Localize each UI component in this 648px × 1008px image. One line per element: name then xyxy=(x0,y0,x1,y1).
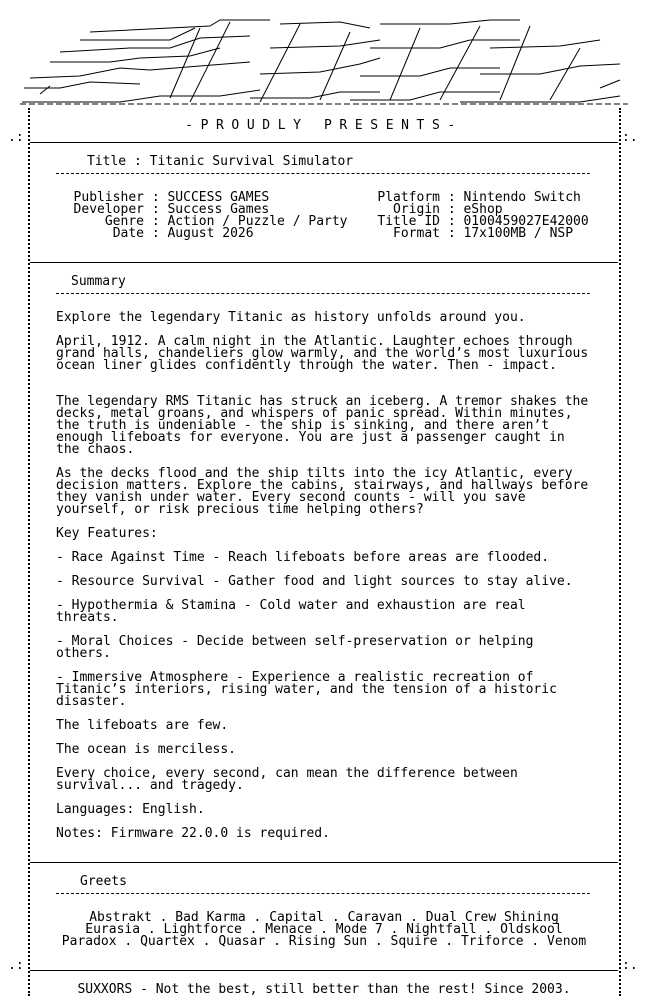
edge-ornament: :. xyxy=(622,130,638,145)
summary-paragraph-12: Every choice, every second, can mean the difference between survival... and tragedy. xyxy=(56,766,518,793)
edge-ornament: :. xyxy=(622,958,638,973)
edge-ornament: .: xyxy=(8,958,24,973)
greets-line: Eurasia . Lightforce . Menace . Mode 7 . Nightfall . Oldskool xyxy=(85,922,563,937)
divider xyxy=(30,970,618,971)
info-right-key-0: Platform xyxy=(377,190,440,205)
edge-ornament: .: xyxy=(8,130,24,145)
group-logo-ascii-art xyxy=(20,18,628,110)
languages-line: Languages: English. xyxy=(56,802,205,817)
title-value: Titanic Survival Simulator xyxy=(149,154,354,169)
feature-item: - Resource Survival - Gather food and light sources to stay alive. xyxy=(56,574,573,589)
title-row: Title : Titanic Survival Simulator xyxy=(87,154,354,169)
info-right-key-1: Origin xyxy=(393,202,440,217)
info-left-value-3: : August 2026 xyxy=(144,226,254,241)
greets-underline xyxy=(56,893,590,894)
title-key: Title xyxy=(87,154,127,169)
divider xyxy=(30,862,618,863)
info-right-value-0: : Nintendo Switch xyxy=(440,190,581,205)
greets-line: Paradox . Quartex . Quasar . Rising Sun . Squire . Triforce . Venom xyxy=(61,934,587,949)
summary-key-features-label: Key Features: xyxy=(56,526,158,541)
info-left-key-0: Publisher xyxy=(73,190,144,205)
summary-paragraph-3: As the decks flood and the ship tilts into the icy Atlantic, every decision matters. Explore the cabins, stairways, and hallways before they vanish under water. Every second counts - will you save yourself, or risk precious time helping others? xyxy=(56,466,589,517)
feature-item: - Moral Choices - Decide between self-preservation or helping others. xyxy=(56,634,534,661)
info-right-key-3: Format xyxy=(393,226,440,241)
info-right-value-3: : 17x100MB / NSP xyxy=(440,226,574,241)
title-underline xyxy=(56,173,590,174)
info-right-key-2: Title ID xyxy=(377,214,440,229)
summary-paragraph-11: The ocean is merciless. xyxy=(56,742,237,757)
info-left-key-1: Developer xyxy=(73,202,144,217)
summary-underline xyxy=(56,293,590,294)
feature-item: - Race Against Time - Reach lifeboats before areas are flooded. xyxy=(56,550,550,565)
info-left-key-3: Date xyxy=(112,226,144,241)
presents-banner: -PROUDLY PRESENTS- xyxy=(185,118,463,133)
info-left-value-1: : Success Games xyxy=(144,202,270,217)
feature-item: - Hypothermia & Stamina - Cold water and exhaustion are real threats. xyxy=(56,598,526,625)
summary-heading: Summary xyxy=(71,274,126,289)
summary-paragraph-10: The lifeboats are few. xyxy=(56,718,229,733)
info-left-key-2: Genre xyxy=(104,214,144,229)
info-left-value-0: : SUCCESS GAMES xyxy=(144,190,270,205)
divider xyxy=(30,142,618,143)
info-right-value-1: : eShop xyxy=(440,202,503,217)
info-left-value-2: : Action / Puzzle / Party xyxy=(144,214,348,229)
feature-item: - Immersive Atmosphere - Experience a realistic recreation of Titanic’s interiors, rising water, and the tension of a historic disaster. xyxy=(56,670,557,709)
divider xyxy=(30,262,618,263)
summary-paragraph-1: April, 1912. A calm night in the Atlantic. Laughter echoes through grand halls, chandeliers glow warmly, and the world’s most luxurious ocean liner glides confidently through the water. Then - impact. xyxy=(56,334,589,373)
summary-paragraph-2: The legendary RMS Titanic has struck an iceberg. A tremor shakes the decks, metal groans, and whispers of panic spread. Within minutes, the truth is undeniable - the ship is sinking, and there aren’t enough lifeboats for everyone. You are just a passenger caught in the chaos. xyxy=(56,394,589,457)
notes-line: Notes: Firmware 22.0.0 is required. xyxy=(56,826,330,841)
footer-tagline: SUXXORS - Not the best, still better than the rest! Since 2003. xyxy=(77,982,571,997)
greets-line: Abstrakt . Bad Karma . Capital . Caravan . Dual Crew Shining xyxy=(89,910,559,925)
greets-heading: Greets xyxy=(80,874,127,889)
summary-paragraph-0: Explore the legendary Titanic as history unfolds around you. xyxy=(56,310,526,325)
frame-right-border xyxy=(619,108,621,996)
info-right-value-2: : 0100459027E42000 xyxy=(440,214,589,229)
